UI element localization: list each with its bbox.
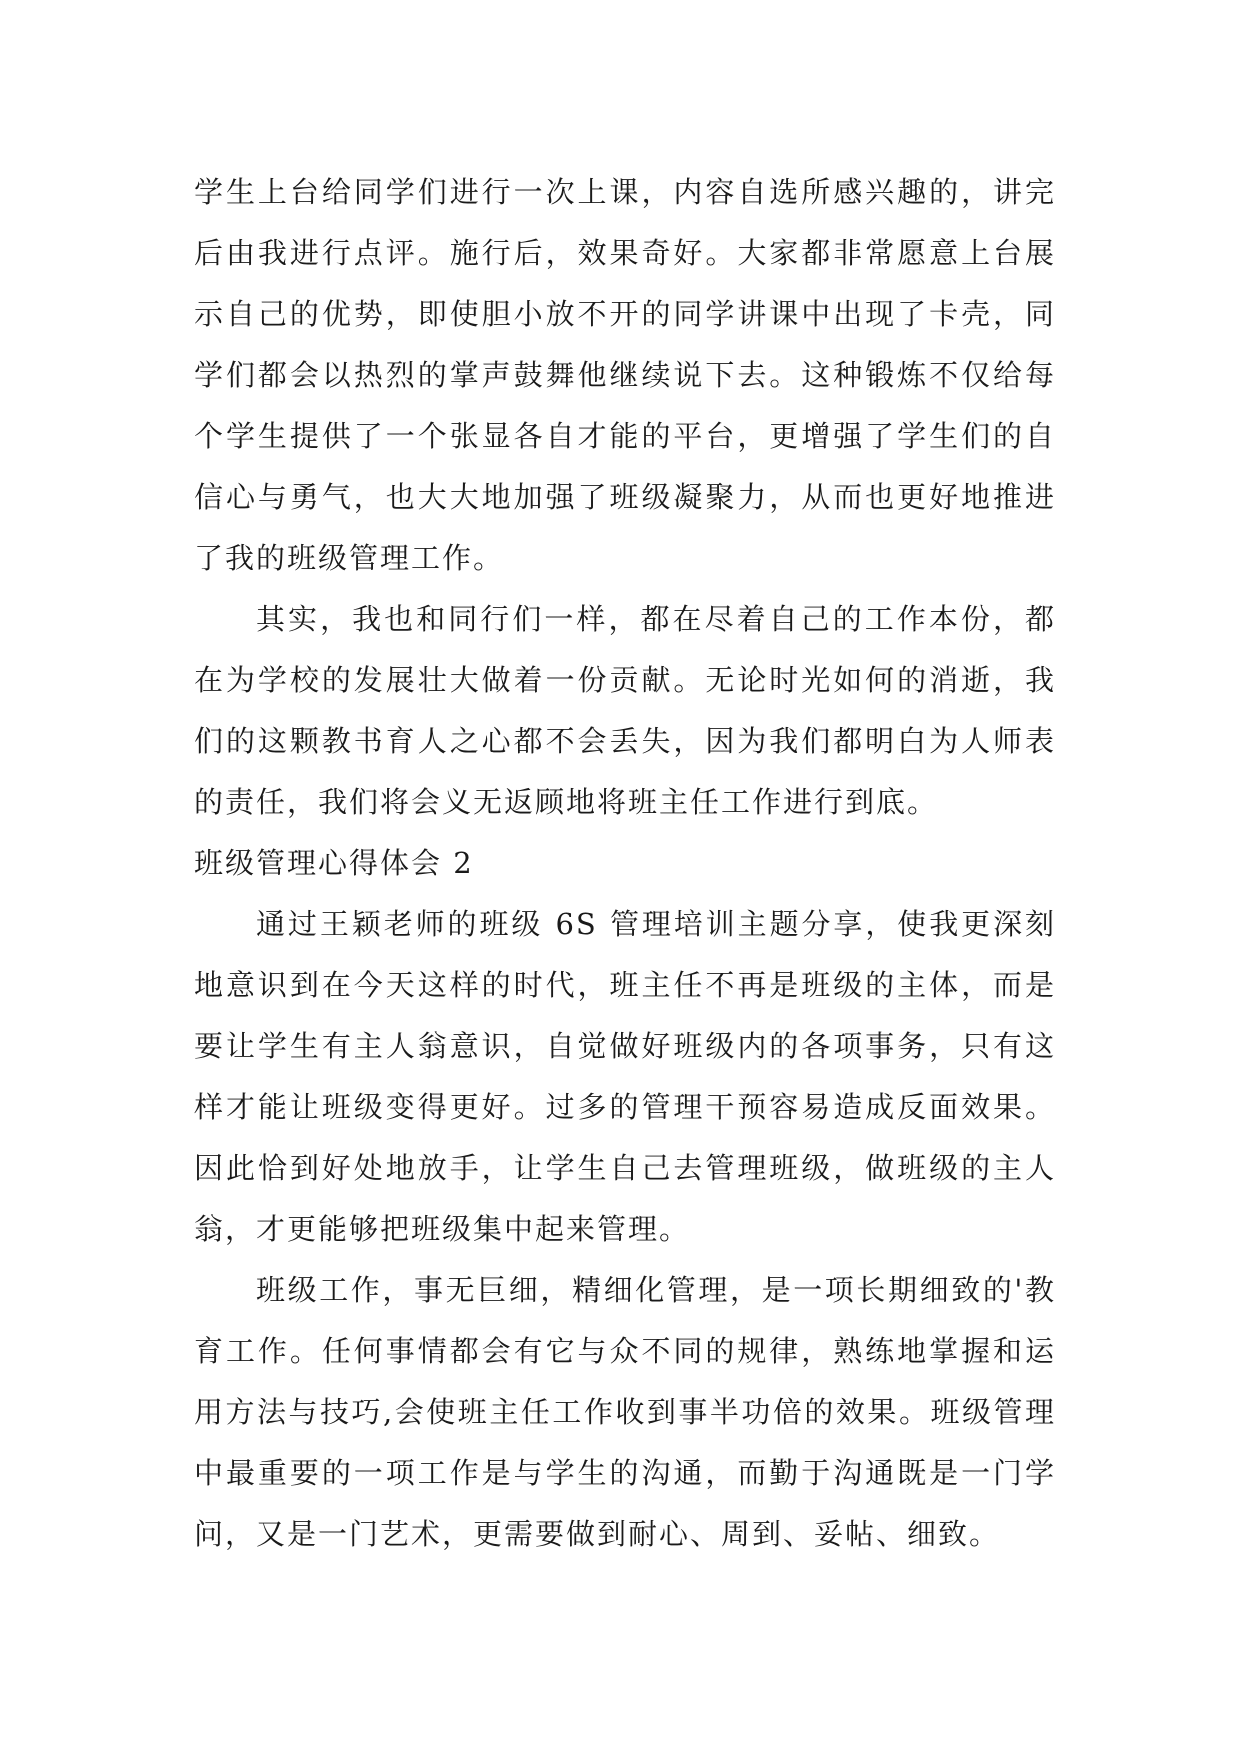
paragraph-3: 通过王颖老师的班级 6S 管理培训主题分享，使我更深刻地意识到在今天这样的时代，班主任不再是班级的主体，而是要让学生有主人翁意识，自觉做好班级内的各项事务，只有这样才能让班级变得更好。过多的管理干预容易造成反面效果。因此恰到好处地放手，让学生自己去管理班级，做班级的主人翁，才更能够把班级集中起来管理。 [194, 907, 1056, 1246]
section-heading: 班级管理心得体会 2 [194, 846, 474, 880]
paragraph-4: 班级工作，事无巨细，精细化管理，是一项长期细致的'教育工作。任何事情都会有它与众不同的规律，熟练地掌握和运用方法与技巧,会使班主任工作收到事半功倍的效果。班级管理中最重要的一项工作是与学生的沟通，而勤于沟通既是一门学问，又是一门艺术，更需要做到耐心、周到、妥帖、细致。 [194, 1273, 1056, 1551]
paragraph-1: 学生上台给同学们进行一次上课，内容自选所感兴趣的，讲完后由我进行点评。施行后，效果奇好。大家都非常愿意上台展示自己的优势，即使胆小放不开的同学讲课中出现了卡壳，同学们都会以热烈的掌声鼓舞他继续说下去。这种锻炼不仅给每个学生提供了一个张显各自才能的平台，更增强了学生们的自信心与勇气，也大大地加强了班级凝聚力，从而也更好地推进了我的班级管理工作。 [194, 175, 1056, 575]
paragraph-2: 其实，我也和同行们一样，都在尽着自己的工作本份，都在为学校的发展壮大做着一份贡献。无论时光如何的消逝，我们的这颗教书育人之心都不会丢失，因为我们都明白为人师表的责任，我们将会义无返顾地将班主任工作进行到底。 [194, 602, 1056, 819]
document-body [194, 162, 1056, 1565]
